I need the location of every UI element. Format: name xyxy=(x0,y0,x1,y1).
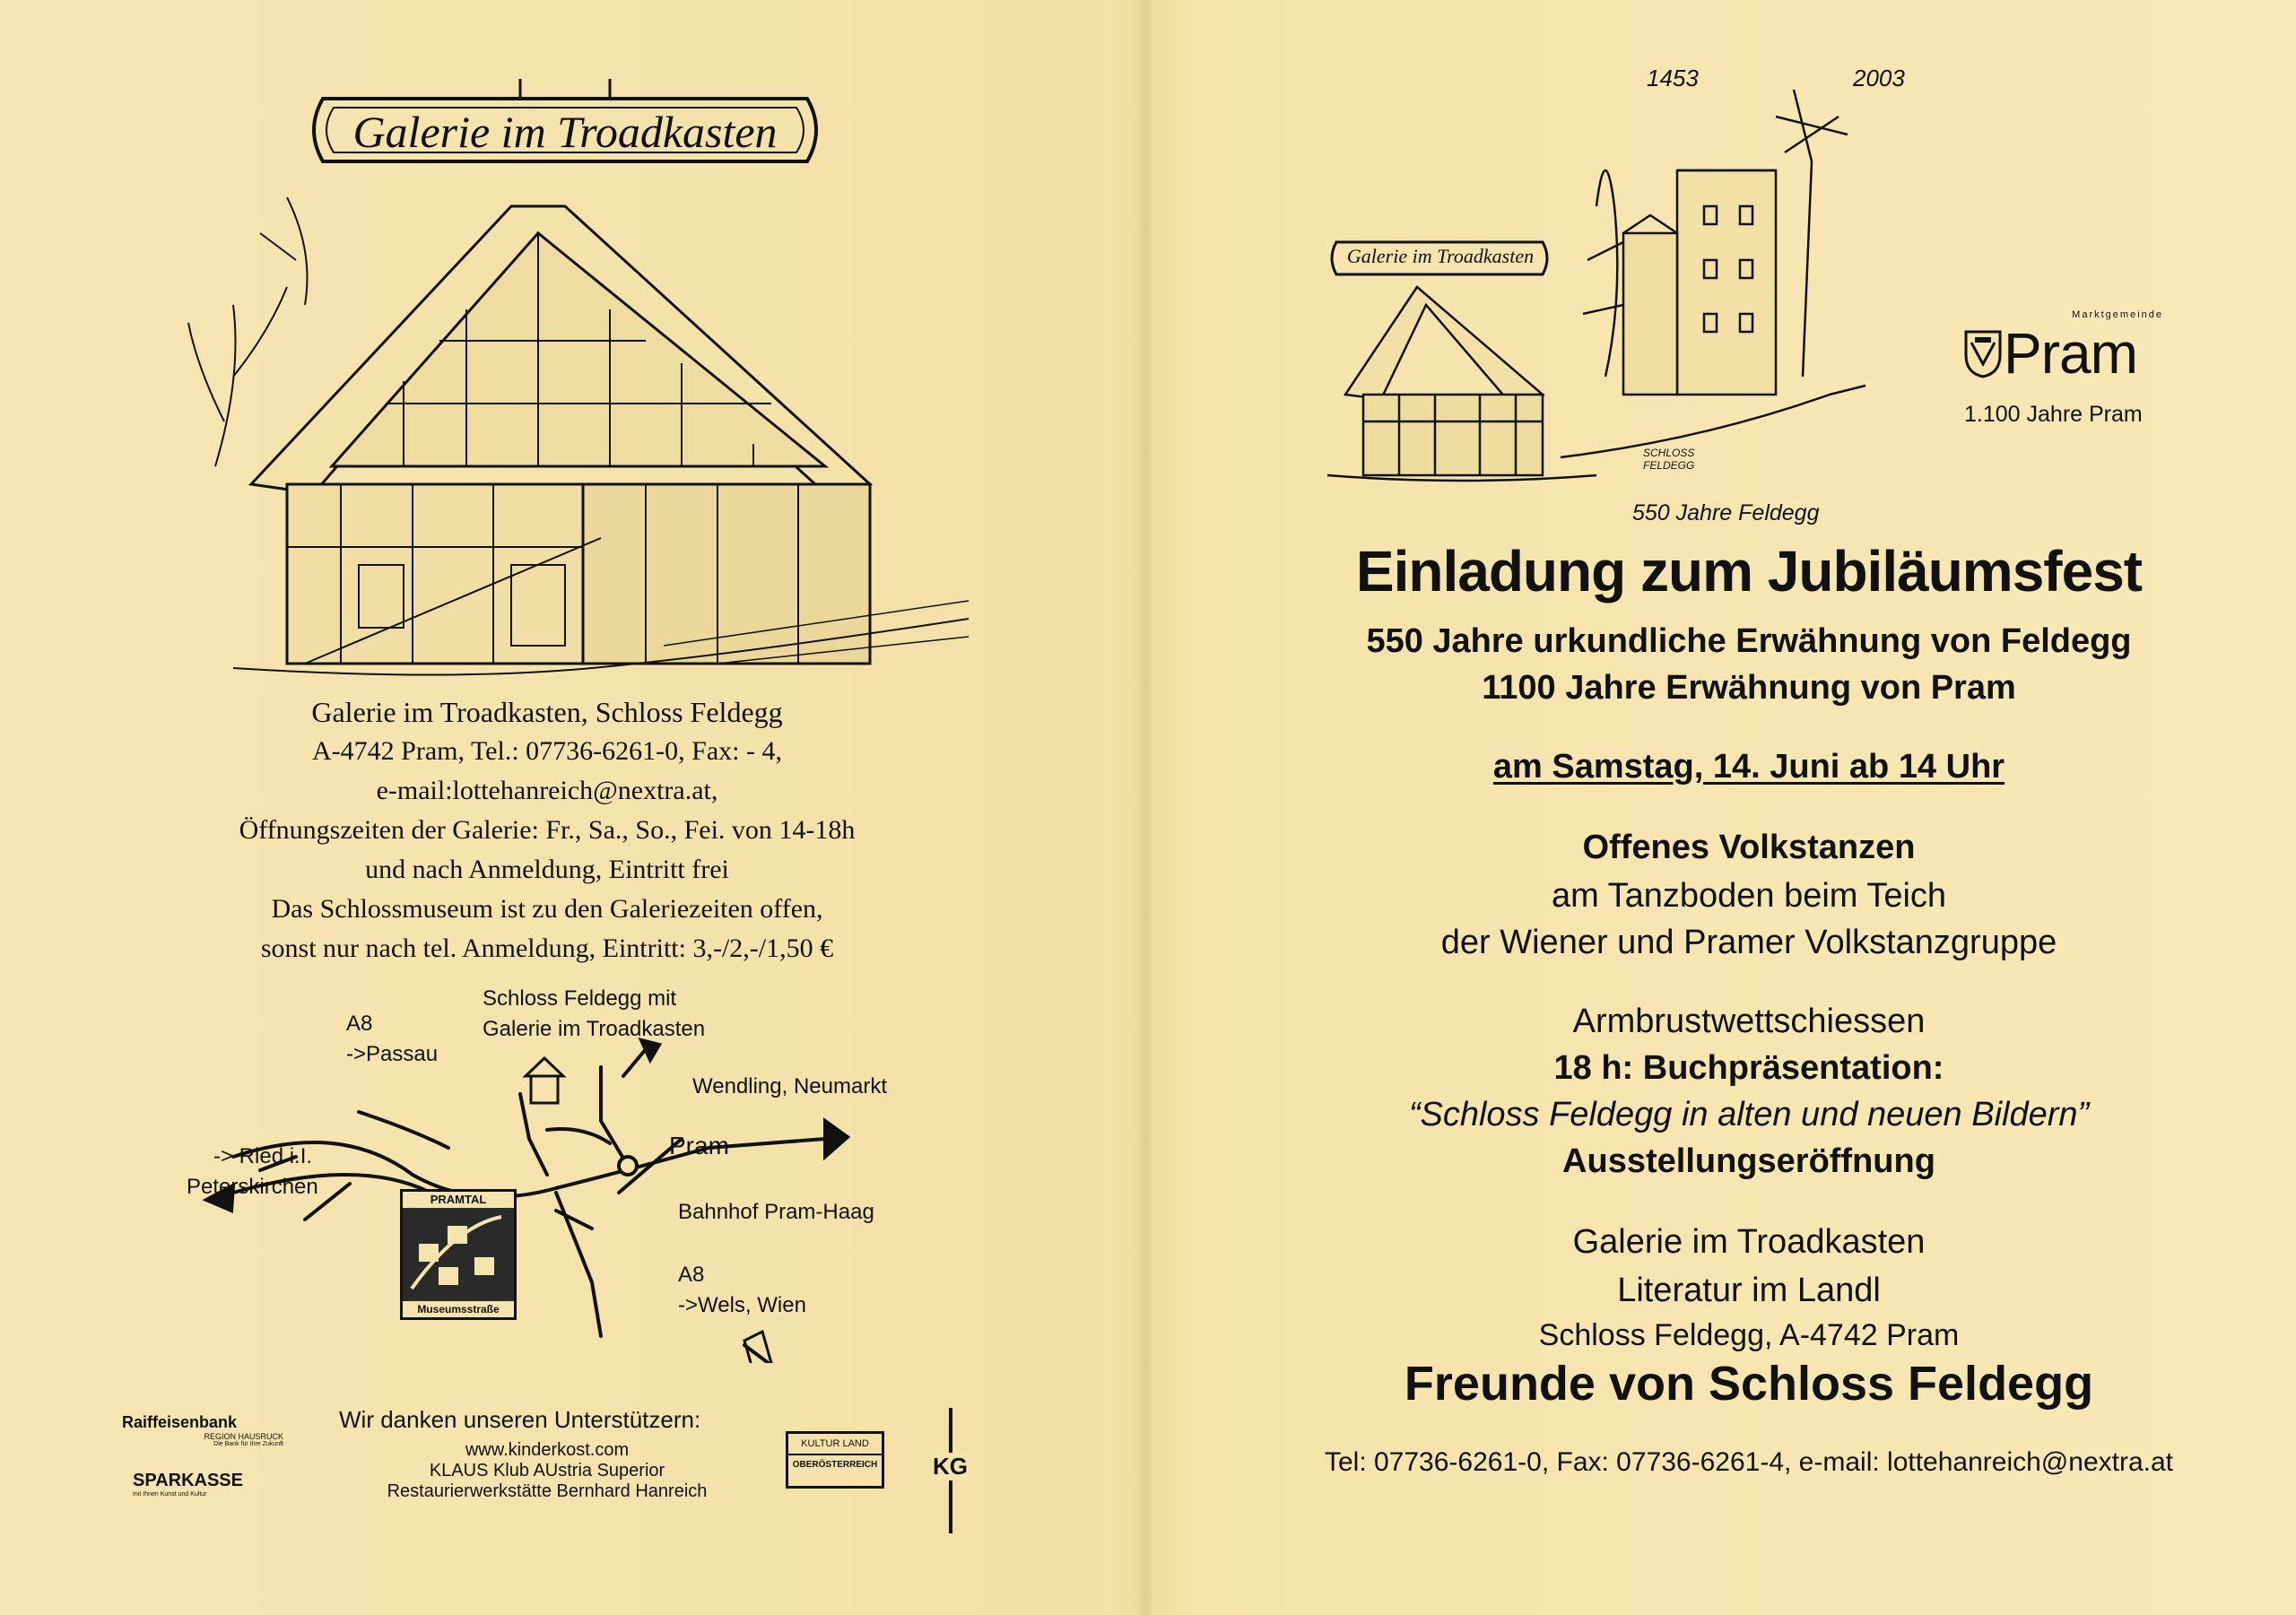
program-tanzboden: am Tanzboden beim Teich xyxy=(1551,877,1947,915)
kultur-land-top: KULTUR LAND xyxy=(788,1434,882,1455)
gallery-info-line: A-4742 Pram, Tel.: 07736-6261-0, Fax: - 4, xyxy=(312,736,782,766)
program-volkstanzgruppe: der Wiener und Pramer Volkstanzgruppe xyxy=(1440,924,2057,961)
program-volkstanzen: Offenes Volkstanzen xyxy=(1582,829,1916,866)
page-fold xyxy=(1137,0,1153,1615)
gallery-info-line: Das Schlossmuseum ist zu den Galeriezeiten offen, xyxy=(271,894,823,924)
pram-years: 1.100 Jahre Pram xyxy=(1964,402,2143,427)
mini-gallery-sign: Galerie im Troadkasten xyxy=(1346,245,1535,267)
program-armbrust: Armbrustwettschiessen xyxy=(1572,1003,1926,1040)
organizer-address: Schloss Feldegg, A-4742 Pram xyxy=(1538,1318,1960,1352)
pram-logo-small: Marktgemeinde xyxy=(2072,309,2163,320)
castle-sign: SCHLOSS FELDEGG xyxy=(1643,447,1695,472)
raiffeisen-name: Raiffeisenbank xyxy=(122,1413,238,1431)
gallery-info-line: und nach Anmeldung, Eintritt frei xyxy=(365,855,729,884)
map-label-passau: ->Passau xyxy=(346,1042,439,1066)
organizer-freunde: Freunde von Schloss Feldegg xyxy=(1404,1357,2094,1411)
organizer-literatur: Literatur im Landl xyxy=(1617,1272,1881,1309)
map-label-wels: ->Wels, Wien xyxy=(678,1293,806,1317)
sponsors-heading: Wir danken unseren Unterstützern: xyxy=(339,1406,701,1433)
event-date: am Samstag, 14. Juni ab 14 Uhr xyxy=(1492,748,2005,786)
sparkasse-name: SPARKASSE xyxy=(133,1471,243,1490)
organizer-galerie: Galerie im Troadkasten xyxy=(1572,1223,1926,1261)
page-title: Einladung zum Jubiläumsfest xyxy=(1355,539,2143,603)
map-label-a8-bottom: A8 xyxy=(678,1263,705,1287)
sponsor-line: KLAUS Klub AUstria Superior xyxy=(429,1461,665,1480)
contact-line: Tel: 07736-6261-0, Fax: 07736-6261-4, e-mail: lottehanreich@nextra.at xyxy=(1324,1447,2173,1477)
raiffeisen-slogan: Die Bank für Ihre Zukunft xyxy=(213,1441,283,1447)
map-label-ried: -> Ried i.I. xyxy=(213,1144,313,1168)
subtitle-pram: 1100 Jahre Erwähnung von Pram xyxy=(1482,669,2016,707)
feldegg-sketch xyxy=(1327,81,1883,493)
program-buchpraesentation: 18 h: Buchpräsentation: xyxy=(1553,1049,1944,1087)
barn-drawing xyxy=(179,197,978,699)
pram-logo-word: Pram xyxy=(2004,321,2137,386)
badge-houses-icon xyxy=(403,1208,509,1294)
gallery-email: e-mail:lottehanreich@nextra.at, xyxy=(376,776,718,805)
map-label-pram: Pram xyxy=(669,1132,729,1159)
kultur-land-logo xyxy=(786,1431,884,1489)
badge-bottom-label: Museumsstraße xyxy=(403,1301,514,1317)
map-label-a8-top: A8 xyxy=(346,1012,373,1036)
year-2003: 2003 xyxy=(1853,65,1905,91)
map-label-wendling: Wendling, Neumarkt xyxy=(692,1074,887,1098)
program-ausstellung: Ausstellungseröffnung xyxy=(1562,1142,1935,1180)
map-label-galerie: Galerie im Troadkasten xyxy=(483,1017,706,1041)
kg-letters: KG xyxy=(933,1453,968,1480)
map-label-peterskirchen: Peterskirchen xyxy=(187,1175,318,1199)
raiffeisenbank-logo xyxy=(122,1413,283,1447)
kultur-land-bottom: OBERÖSTERREICH xyxy=(792,1460,878,1470)
program-book-title: “Schloss Feldegg in alten und neuen Bildern” xyxy=(1408,1096,2090,1133)
pram-logo xyxy=(1962,309,2163,386)
gallery-info-line: Galerie im Troadkasten, Schloss Feldegg xyxy=(311,696,783,728)
badge-top-label: PRAMTAL xyxy=(403,1192,514,1208)
sponsors-list xyxy=(350,1440,744,1502)
map-label-bahnhof: Bahnhof Pram-Haag xyxy=(678,1200,874,1224)
raiffeisen-region: REGION HAUSRUCK xyxy=(204,1432,283,1441)
sparkasse-slogan: mit Ihnen Kunst und Kultur xyxy=(133,1491,207,1498)
sponsor-line: www.kinderkost.com xyxy=(465,1440,630,1460)
gallery-sign-text: Galerie im Troadkasten xyxy=(352,107,778,157)
sparkasse-logo xyxy=(133,1471,285,1498)
subtitle-feldegg: 550 Jahre urkundliche Erwähnung von Feldegg xyxy=(1366,622,2132,660)
gallery-info xyxy=(152,692,942,968)
gallery-info-line: Öffnungszeiten der Galerie: Fr., Sa., So., Fei. von 14-18h xyxy=(239,815,856,845)
gallery-info-line: sonst nur nach tel. Anmeldung, Eintritt: 3,-/2,-/1,50 € xyxy=(260,933,834,963)
kg-logo xyxy=(933,1408,969,1533)
pram-coat-of-arms-icon xyxy=(1962,328,2004,378)
pramtal-museumsstrasse-badge xyxy=(400,1189,517,1320)
map-label-schloss: Schloss Feldegg mit xyxy=(483,986,677,1011)
feldegg-years: 550 Jahre Feldegg xyxy=(1632,500,1820,525)
sponsor-line: Restaurierwerkstätte Bernhard Hanreich xyxy=(387,1481,708,1501)
year-1453: 1453 xyxy=(1647,65,1699,91)
